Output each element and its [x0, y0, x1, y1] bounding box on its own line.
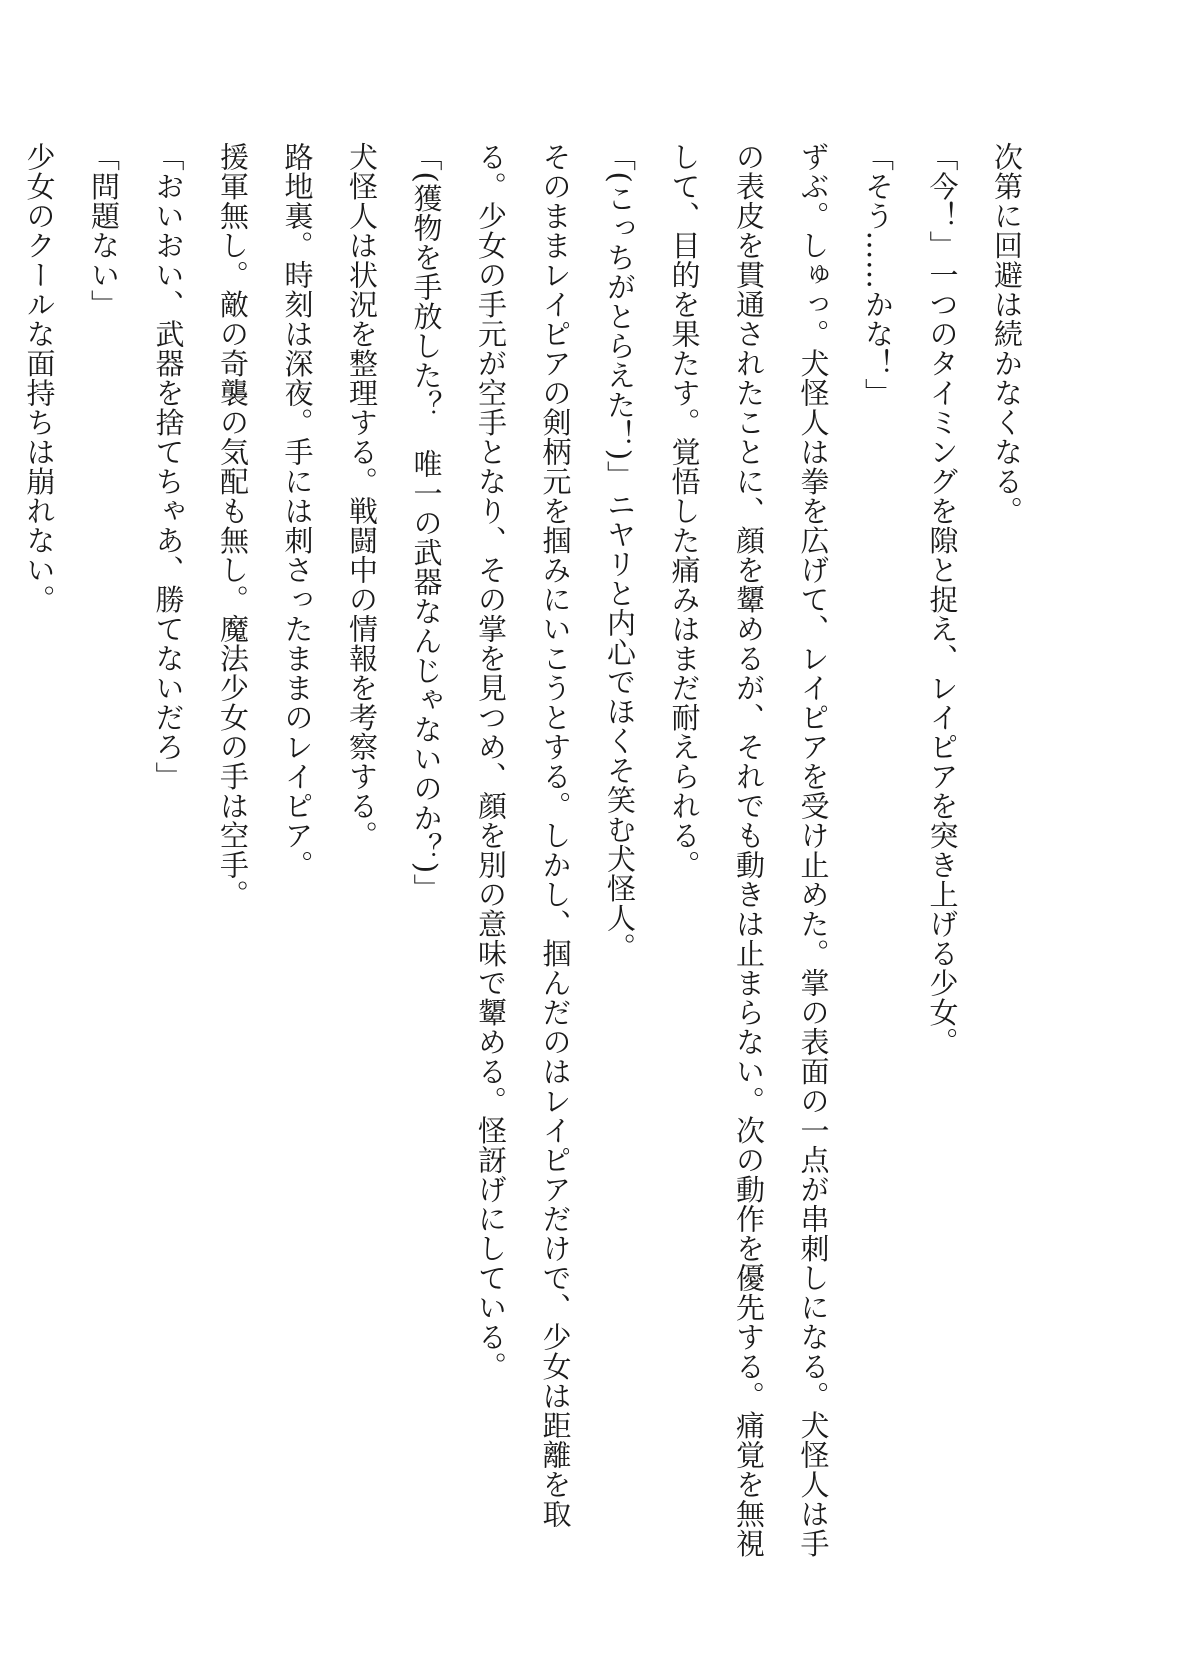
text-line: 次第に回避は続かなくなる。: [990, 142, 1024, 526]
vertical-text-body: [22, 142, 1039, 1562]
text-line: 「そう……かな！」: [861, 142, 895, 408]
text-line: 犬怪人は状況を整理する。戦闘中の情報を考察する。: [345, 142, 379, 850]
text-line: 路地裏。時刻は深夜。手には刺さったままのレイピア。: [280, 142, 315, 880]
text-line: 「今！」一つのタイミングを隙と捉え、レイピアを突き上げる少女。: [925, 142, 960, 1057]
text-line: 「問題ない」: [87, 142, 121, 319]
text-line: ずぶ。しゅっ。犬怪人は拳を広げて、レイピアを受け止めた。掌の表面の一点が串刺しになる。犬怪人は手の表皮を貫通されたことに、顔を顰めるが、それでも動きは止まらない。次の動作を優先する。痛覚を無視して、目的を果たす。覚悟した痛みはまだ耐えられる。: [667, 142, 831, 1558]
text-line: そのままレイピアの剣柄元を掴みにいこうとする。しかし、掴んだのはレイピアだけで、少女は距離を取る。少女の手元が空手となり、その掌を見つめ、顔を別の意味で顰める。怪訝げにしている。: [474, 142, 573, 1529]
text-line: 「おいおい、武器を捨てちゃあ、勝てないだろ」: [151, 142, 186, 791]
text-line: 「(獲物を手放した？ 唯一の武器なんじゃないのか？)」: [409, 142, 444, 904]
text-line: 少女のクールな面持ちは崩れない。: [22, 142, 57, 614]
text-line: 「(こっちがとらえた！)」ニヤリと内心でほくそ笑む犬怪人。: [603, 142, 637, 963]
text-line: 援軍無し。敵の奇襲の気配も無し。魔法少女の手は空手。: [216, 142, 250, 909]
